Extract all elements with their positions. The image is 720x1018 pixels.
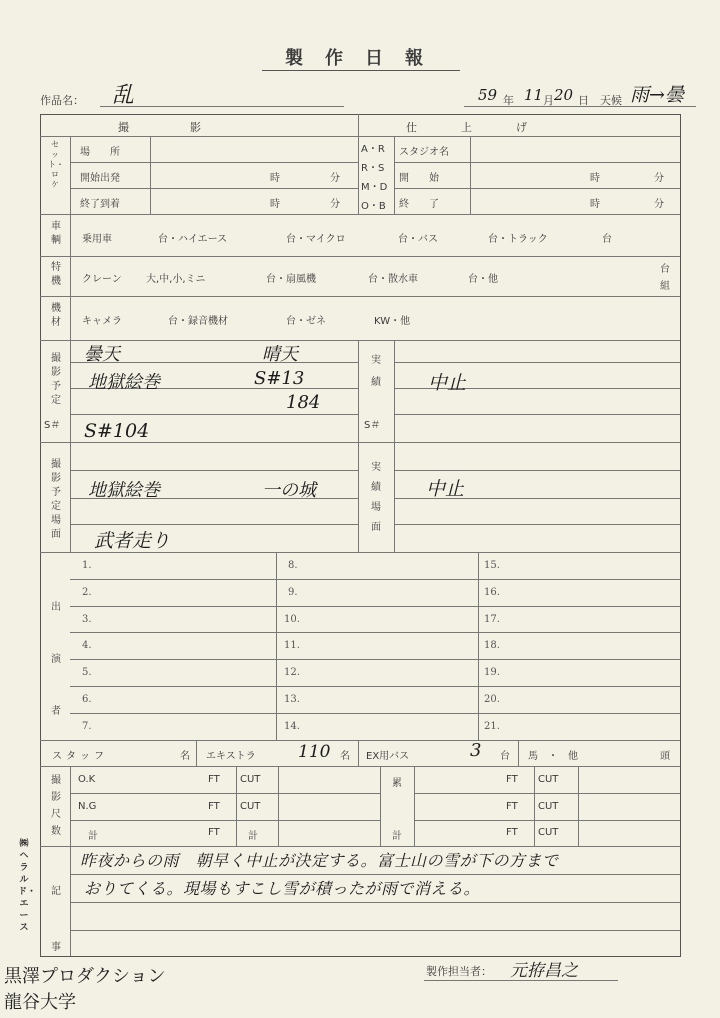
rule <box>70 632 680 633</box>
rule <box>470 136 471 214</box>
work-name-label: 作品名： <box>40 94 84 107</box>
special-end-bottom: 組 <box>660 281 670 292</box>
film-cut-total: 計 <box>248 831 258 842</box>
film-total: 計 <box>88 831 98 842</box>
rule <box>578 766 579 846</box>
extra-label: エキストラ <box>206 751 256 762</box>
cast-num: 2. <box>82 587 92 598</box>
rule <box>40 340 680 341</box>
vehicle-hiace: 台・ハイエース <box>158 234 228 245</box>
rule <box>394 414 680 415</box>
weather-value: 雨→曇 <box>630 84 684 106</box>
horse-unit: 頭 <box>660 751 670 762</box>
result-scene-value: 中止 <box>428 372 467 394</box>
cum-cut: CUT <box>538 827 559 838</box>
rule <box>358 340 359 552</box>
cast-num: 9. <box>288 587 298 598</box>
rule <box>70 766 71 846</box>
cast-num: 14. <box>284 721 300 732</box>
rule <box>40 766 680 767</box>
cum-ft: FT <box>506 827 518 838</box>
plan-scene-13: S#13 <box>254 368 305 389</box>
rule <box>380 766 381 846</box>
rule <box>394 362 680 363</box>
year-label: 年 <box>503 94 514 107</box>
rule <box>70 930 680 931</box>
end-hour: 時 <box>270 199 280 210</box>
rule <box>478 552 479 740</box>
extra-unit: 名 <box>340 751 350 762</box>
film-ok: O.K <box>78 774 96 785</box>
frame-left <box>40 114 41 956</box>
start-minute: 分 <box>330 173 340 184</box>
ex-bus-label: EX用バス <box>366 751 410 762</box>
begin-hour: 時 <box>590 173 600 184</box>
cast-num: 8. <box>288 560 298 571</box>
finish-header: 仕 上 げ <box>406 121 527 134</box>
start-label: 開始出発 <box>80 173 120 184</box>
rule <box>40 256 680 257</box>
rule <box>70 136 71 214</box>
plan-scene-104: S#104 <box>84 420 150 442</box>
vehicles-label: 車輌 <box>51 221 61 246</box>
special-end-top: 台 <box>660 264 670 275</box>
rule <box>518 740 519 766</box>
shoot-header: 撮 影 <box>118 121 202 134</box>
code-md: M・D <box>361 182 388 193</box>
date-underline <box>464 106 696 107</box>
vehicle-end: 台 <box>602 234 612 245</box>
cum-total-label: 計 <box>392 831 402 842</box>
finish-hour: 時 <box>590 199 600 210</box>
rule <box>358 740 359 766</box>
begin-label: 開 始 <box>399 173 439 184</box>
frame-bottom <box>40 956 681 957</box>
staff-label: スタッフ <box>52 751 108 762</box>
place-hell-scroll: 地獄絵巻 <box>88 480 160 501</box>
plan-cloudy: 曇天 <box>84 344 120 365</box>
cum-cut: CUT <box>538 801 559 812</box>
cast-num: 18. <box>484 640 500 651</box>
end-minute: 分 <box>330 199 340 210</box>
rule <box>236 766 237 846</box>
cum-label: 累 <box>392 778 402 789</box>
special-sizes: 大,中,小,ミニ <box>146 274 206 285</box>
watermark-ryukoku: 龍谷大学 <box>4 992 76 1013</box>
equipment-audio: 台・録音機材 <box>168 316 228 327</box>
plan-sunny: 晴天 <box>262 344 298 365</box>
cast-num: 20. <box>484 694 500 705</box>
notes-line-1: 昨夜からの雨 朝早く中止が決定する。富士山の雪が下の方まで <box>80 851 559 870</box>
film-cut: CUT <box>240 774 261 785</box>
rule <box>394 340 395 552</box>
begin-minute: 分 <box>654 173 664 184</box>
watermark-kurosawa: 黒澤プロダクション <box>4 966 166 987</box>
rule <box>414 766 415 846</box>
end-label: 終了到着 <box>80 199 120 210</box>
finish-minute: 分 <box>654 199 664 210</box>
cast-num: 15. <box>484 560 500 571</box>
film-label: 撮影尺数 <box>51 775 61 837</box>
rule <box>394 136 395 214</box>
title-underline <box>262 70 460 71</box>
cast-label: 出演者 <box>51 602 61 717</box>
rule <box>394 162 680 163</box>
result-scene-label: 実績 <box>371 355 381 388</box>
special-label: 特機 <box>51 262 61 287</box>
equipment-label: 機材 <box>51 303 61 328</box>
cast-num: 19. <box>484 667 500 678</box>
date-month: 11 <box>524 86 544 104</box>
manager-value: 元拵昌之 <box>510 961 578 981</box>
equipment-gen: 台・ゼネ <box>286 316 326 327</box>
rule <box>70 686 680 687</box>
rule <box>70 214 71 340</box>
month-label: 月 <box>543 94 554 107</box>
extra-value: 110 <box>298 742 331 762</box>
rule <box>414 793 680 794</box>
form-title: 製作日報 <box>285 48 445 69</box>
rule <box>70 713 680 714</box>
start-hour: 時 <box>270 173 280 184</box>
rule <box>40 740 680 741</box>
place-warrior-run: 武者走り <box>94 530 171 552</box>
cast-num: 21. <box>484 721 500 732</box>
vehicle-bus: 台・バス <box>398 234 438 245</box>
rule <box>40 214 680 215</box>
rule <box>70 793 380 794</box>
rule <box>70 579 680 580</box>
cum-ft: FT <box>506 774 518 785</box>
equipment-kw: KW・他 <box>374 316 411 327</box>
cast-num: 13. <box>284 694 300 705</box>
film-ft: FT <box>208 801 220 812</box>
frame-right <box>680 114 681 956</box>
cast-num: 5. <box>82 667 92 678</box>
studio-label: スタジオ名 <box>399 147 449 158</box>
notes-line-2: おりてくる。現場もすこし雪が積ったが雨で消える。 <box>84 879 481 898</box>
date-year: 59 <box>478 86 498 104</box>
rule <box>394 524 680 525</box>
publisher-side-text: ㈱ヘラルド・エース <box>18 839 37 933</box>
rule <box>394 470 680 471</box>
equipment-camera: キャメラ <box>82 316 122 327</box>
cast-num: 4. <box>82 640 92 651</box>
plan-place-label: 撮影予定場面 <box>51 459 61 540</box>
rule <box>70 820 380 821</box>
rule <box>70 162 358 163</box>
film-ft: FT <box>208 827 220 838</box>
plan-scene-184: 184 <box>286 392 321 413</box>
special-sprinkler: 台・散水車 <box>368 274 418 285</box>
notes-label: 記事 <box>51 886 61 953</box>
code-ob: O・B <box>361 201 386 212</box>
place-first-castle: 一の城 <box>262 480 316 501</box>
rule <box>70 846 71 956</box>
cast-num: 3. <box>82 614 92 625</box>
rule <box>70 470 358 471</box>
cum-ft: FT <box>506 801 518 812</box>
cast-num: 6. <box>82 694 92 705</box>
cast-num: 12. <box>284 667 300 678</box>
rule <box>70 524 358 525</box>
rule <box>534 766 535 846</box>
ex-bus-unit: 台 <box>500 751 510 762</box>
cast-num: 16. <box>484 587 500 598</box>
plan-hell-scroll: 地獄絵巻 <box>88 372 160 393</box>
result-s-label: S＃ <box>364 420 381 431</box>
result-place-label: 実績場面 <box>371 462 381 533</box>
manager-label: 製作担当者： <box>426 965 492 978</box>
work-name-underline <box>100 106 344 107</box>
rule <box>70 659 680 660</box>
cast-num: 11. <box>284 640 300 651</box>
rule <box>70 606 680 607</box>
vehicle-micro: 台・マイクロ <box>286 234 346 245</box>
cast-num: 10. <box>284 614 300 625</box>
frame-top <box>40 114 680 115</box>
weather-label: 天候 <box>600 94 622 107</box>
special-fan: 台・扇風機 <box>266 274 316 285</box>
rule <box>70 188 358 189</box>
rule <box>40 442 680 443</box>
set-loc-side-label: セット・ロケ <box>48 140 64 189</box>
vehicle-car: 乗用車 <box>82 234 112 245</box>
cast-num: 1. <box>82 560 92 571</box>
rule <box>70 902 680 903</box>
horse-label: 馬 ・ 他 <box>528 751 578 762</box>
cast-num: 17. <box>484 614 500 625</box>
cum-cut: CUT <box>538 774 559 785</box>
vehicle-truck: 台・トラック <box>488 234 548 245</box>
rule <box>70 340 71 552</box>
film-cut: CUT <box>240 801 261 812</box>
rule <box>70 414 358 415</box>
rule <box>70 874 680 875</box>
finish-label: 終 了 <box>399 199 439 210</box>
code-rs: R・S <box>361 163 385 174</box>
rule <box>40 846 680 847</box>
staff-unit: 名 <box>180 751 190 762</box>
rule <box>40 136 680 137</box>
rule <box>278 766 279 846</box>
code-ar: A・R <box>361 144 385 155</box>
film-ng: N.G <box>78 801 97 812</box>
rule <box>40 296 680 297</box>
plan-s-label: S＃ <box>44 420 61 431</box>
rule <box>358 114 359 214</box>
manager-underline <box>424 980 618 981</box>
plan-scene-label: 撮影予定 <box>51 353 61 406</box>
film-ft: FT <box>208 774 220 785</box>
special-crane: クレーン <box>82 274 122 285</box>
rule <box>414 820 680 821</box>
rule <box>150 136 151 214</box>
date-day: 20 <box>554 86 574 104</box>
rule <box>276 552 277 740</box>
rule <box>196 740 197 766</box>
day-label: 日 <box>578 94 589 107</box>
work-name-value: 乱 <box>112 83 135 108</box>
special-other: 台・他 <box>468 274 498 285</box>
cast-num: 7. <box>82 721 92 732</box>
ex-bus-value: 3 <box>470 740 482 761</box>
result-place-value: 中止 <box>426 478 465 500</box>
rule <box>394 188 680 189</box>
place-label: 場 所 <box>80 147 120 158</box>
